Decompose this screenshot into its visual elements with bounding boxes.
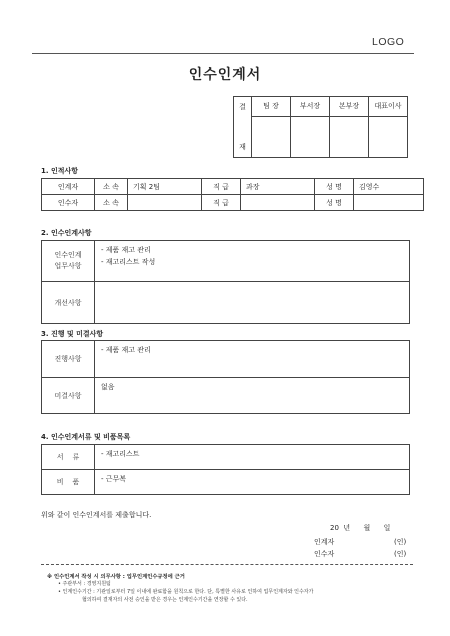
giver-label: 인계자	[314, 538, 335, 546]
progress-content[interactable]: - 제품 재고 관리	[95, 341, 410, 378]
signature-box[interactable]	[369, 116, 408, 157]
closing-statement: 위와 같이 인수인계서를 제출합니다.	[41, 511, 152, 519]
signature-box[interactable]	[291, 116, 330, 157]
documents-table	[41, 444, 410, 495]
cell-name[interactable]	[354, 195, 424, 211]
handover-items-table	[41, 240, 410, 324]
table-row	[42, 195, 424, 211]
signature-box[interactable]	[252, 116, 291, 157]
section-heading: 1. 인적사항	[41, 167, 79, 175]
cell-label: 소 속	[95, 195, 128, 211]
personnel-table	[41, 178, 424, 211]
footnote-divider	[41, 564, 413, 565]
duty-label: 인수인계 업무사항	[42, 241, 95, 282]
pending-content[interactable]: 없음	[95, 378, 410, 414]
duty-line: - 재고리스트 작성	[101, 258, 156, 266]
cell-rank[interactable]	[241, 195, 315, 211]
cell-label: 직 급	[202, 195, 241, 211]
footnote-line: • 인계인수기간 : 기관일로부터 7일 이내에 완료함을 원칙으로 한다. 단, 특별한 사유로 인하여 업무인계자와 인수자가	[58, 589, 314, 595]
footnote-line: 협의하여 결재자의 사전 승인을 받은 경우는 인계인수기간을 연장할 수 있다.	[82, 597, 248, 603]
cell-who: 인계자	[42, 179, 95, 195]
date-line[interactable]: 20 년 월 일	[330, 524, 391, 532]
duty-line: - 제품 재고 관리	[101, 246, 151, 254]
cell-label: 소 속	[95, 179, 128, 195]
improve-content[interactable]	[95, 282, 410, 324]
cell-label: 성 명	[315, 179, 354, 195]
cell-label: 성 명	[315, 195, 354, 211]
cell-rank[interactable]: 과장	[241, 179, 315, 195]
equip-content[interactable]: - 근무복	[95, 470, 410, 495]
footnote-line: • 주관부서 : 경영지원팀	[58, 581, 111, 587]
docs-content[interactable]: - 재고리스트	[95, 445, 410, 470]
page-title: 인수인계서	[188, 67, 262, 83]
cell-who: 인수자	[42, 195, 95, 211]
cell-dept[interactable]	[128, 195, 202, 211]
cell-label: 직 급	[202, 179, 241, 195]
approval-role-ceo: 대표이사	[369, 97, 408, 117]
approval-role-dept-head: 부서장	[291, 97, 330, 117]
footnote-title: ※ 인수인계서 작성 시 의무사항 : 업무인계인수규정에 근거	[47, 574, 185, 580]
approval-side-label: 결 재	[234, 97, 252, 158]
seal-mark: (인)	[394, 538, 407, 546]
pending-label: 미결사항	[42, 378, 95, 414]
equip-label: 비 품	[42, 470, 95, 495]
duty-content[interactable]	[95, 241, 410, 282]
section-heading: 2. 인수인계사항	[41, 229, 92, 237]
progress-label: 진행사항	[42, 341, 95, 378]
taker-label: 인수자	[314, 550, 335, 558]
docs-label: 서 류	[42, 445, 95, 470]
approval-role-team-leader: 팀 장	[252, 97, 291, 117]
logo: LOGO	[372, 36, 405, 48]
taker-signature[interactable]	[314, 549, 407, 559]
section-heading: 3. 진행 및 미결사항	[41, 330, 104, 338]
approval-role-division-head: 본부장	[330, 97, 369, 117]
approval-table	[233, 96, 408, 158]
section-heading: 4. 인수인계서류 및 비품목록	[41, 433, 131, 441]
cell-name[interactable]: 김영수	[354, 179, 424, 195]
signature-box[interactable]	[330, 116, 369, 157]
improve-label: 개선사항	[42, 282, 95, 324]
seal-mark: (인)	[394, 550, 407, 558]
giver-signature[interactable]	[314, 537, 407, 547]
cell-dept[interactable]: 기획 2팀	[128, 179, 202, 195]
header-divider	[32, 53, 414, 54]
progress-table	[41, 340, 410, 414]
table-row	[42, 179, 424, 195]
